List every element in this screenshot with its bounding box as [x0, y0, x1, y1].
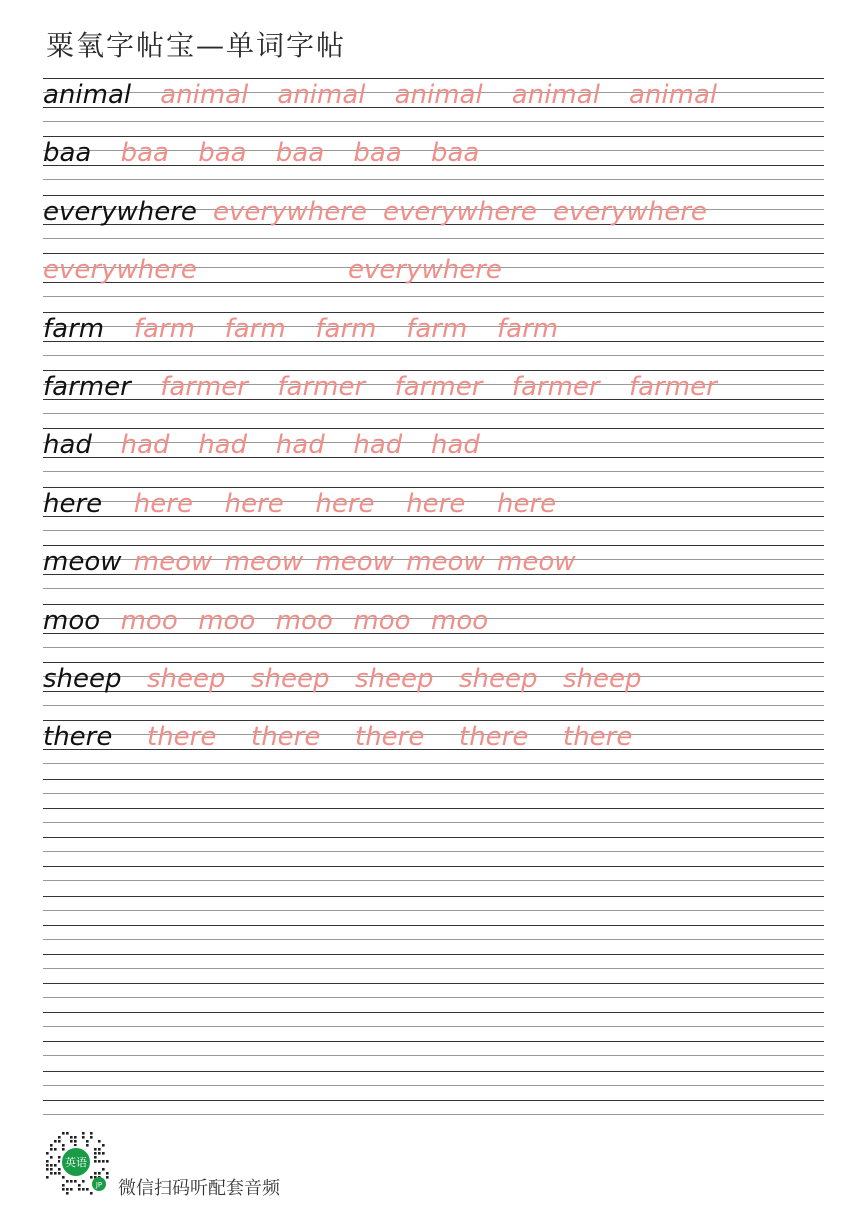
trace-word: here [133, 488, 193, 519]
rule-line [43, 195, 824, 196]
rule-line [43, 808, 824, 809]
trace-word: farm [315, 313, 377, 344]
trace-word: baa [431, 138, 480, 169]
audio-label: 微信扫码听配套音频 [118, 1178, 280, 1199]
rule-line [43, 78, 824, 79]
trace-word: had [198, 430, 248, 461]
rule-line [43, 530, 824, 531]
trace-word: everywhere [213, 196, 367, 227]
rule-line [43, 647, 824, 648]
writing-row [43, 195, 824, 239]
qr-corner-text: JP [95, 1181, 103, 1189]
rule-line [43, 1085, 824, 1086]
trace-word: there [147, 722, 217, 753]
trace-word: there [563, 722, 633, 753]
model-word: animal [43, 80, 132, 110]
trace-word: here [315, 488, 375, 519]
trace-word: sheep [355, 664, 434, 694]
trace-word: animal [160, 80, 249, 110]
writing-row [43, 837, 824, 881]
rule-line [43, 1071, 824, 1072]
trace-word: baa [353, 138, 402, 169]
model-word: here [43, 488, 103, 519]
trace-word: here [497, 488, 557, 519]
trace-word: everywhere [43, 255, 197, 286]
writing-row [43, 1071, 824, 1115]
writing-row [43, 78, 824, 122]
trace-word: there [251, 722, 321, 753]
writing-row [43, 662, 824, 706]
trace-word: animal [511, 80, 600, 110]
rule-line [43, 837, 824, 838]
rule-line [43, 312, 824, 313]
page-title: 粟氧字帖宝—单词字帖 [46, 29, 347, 62]
writing-row [43, 545, 824, 589]
rule-line [43, 763, 824, 764]
writing-row [43, 604, 824, 648]
rule-line [43, 1026, 824, 1027]
rule-line [43, 253, 824, 254]
rule-line [43, 296, 824, 297]
trace-word: farmer [394, 372, 483, 402]
trace-word: here [224, 488, 284, 519]
rule-line [43, 588, 824, 589]
trace-word: there [459, 722, 529, 753]
rule-line [43, 487, 824, 488]
trace-word: here [406, 488, 466, 519]
trace-word: animal [629, 80, 718, 110]
trace-word: meow [315, 547, 394, 578]
writing-row [43, 720, 824, 764]
writing-row [43, 136, 824, 180]
rule-line [43, 1041, 824, 1042]
model-word: farmer [43, 372, 131, 402]
rule-line [43, 720, 824, 721]
trace-word: there [355, 722, 425, 753]
qr-code-icon[interactable] [40, 1126, 112, 1198]
trace-word: sheep [147, 664, 226, 694]
rule-line [43, 793, 824, 794]
rule-line [43, 662, 824, 663]
rule-line [43, 355, 824, 356]
rule-line [43, 968, 824, 969]
trace-word: sheep [459, 664, 538, 694]
trace-word: baa [275, 138, 325, 169]
trace-word: baa [120, 138, 169, 169]
trace-word: animal [394, 80, 483, 110]
rule-line [43, 1114, 824, 1115]
rule-line [43, 136, 824, 137]
trace-word: farmer [629, 372, 717, 402]
model-word: there [43, 722, 113, 753]
writing-row [43, 312, 824, 356]
rule-line [43, 1012, 824, 1013]
model-word: meow [43, 547, 122, 578]
rule-line [43, 413, 824, 414]
model-word: baa [43, 138, 92, 169]
trace-word: farmer [277, 372, 366, 402]
rule-line [43, 121, 824, 122]
rule-line [43, 179, 824, 180]
trace-word: moo [275, 605, 333, 636]
trace-word: had [275, 430, 325, 461]
writing-row [43, 370, 824, 414]
writing-row [43, 487, 824, 531]
rule-line [43, 1100, 824, 1101]
rule-line [43, 604, 824, 605]
rule-line [43, 866, 824, 867]
rule-line [43, 983, 824, 984]
model-word: everywhere [43, 196, 197, 227]
rule-line [43, 471, 824, 472]
trace-word: sheep [251, 664, 330, 694]
trace-word: everywhere [553, 196, 707, 227]
writing-row [43, 1012, 824, 1056]
rule-line [43, 428, 824, 429]
trace-word: animal [277, 80, 366, 110]
rule-line [43, 954, 824, 955]
trace-word: sheep [563, 664, 642, 694]
trace-word: moo [120, 605, 178, 636]
trace-word: everywhere [348, 255, 502, 286]
rule-line [43, 1055, 824, 1056]
trace-word: farmer [160, 372, 248, 402]
qr-badge-text: 英语 [65, 1156, 87, 1169]
writing-row [43, 954, 824, 998]
model-word: had [43, 430, 92, 461]
trace-word: baa [198, 138, 247, 169]
rule-line [43, 896, 824, 897]
rule-line [43, 822, 824, 823]
trace-word: moo [431, 605, 489, 636]
trace-word: farmer [511, 372, 600, 402]
rule-line [43, 925, 824, 926]
rule-line [43, 705, 824, 706]
writing-row [43, 896, 824, 940]
trace-word: farm [406, 313, 468, 344]
rule-line [43, 545, 824, 546]
trace-word: farm [133, 313, 195, 344]
rule-line [43, 939, 824, 940]
trace-word: had [431, 430, 480, 461]
rule-line [43, 370, 824, 371]
rule-line [43, 851, 824, 852]
rule-line [43, 997, 824, 998]
trace-word: moo [198, 605, 256, 636]
model-word: farm [43, 313, 105, 344]
trace-word: meow [406, 547, 485, 578]
writing-row [43, 779, 824, 823]
writing-row [43, 253, 824, 297]
rule-line [43, 779, 824, 780]
model-word: sheep [43, 664, 122, 694]
rule-line [43, 238, 824, 239]
trace-word: had [353, 430, 403, 461]
trace-word: moo [353, 605, 411, 636]
trace-word: meow [497, 547, 576, 578]
rule-line [43, 910, 824, 911]
trace-word: farm [497, 313, 559, 344]
writing-row [43, 428, 824, 472]
trace-word: had [120, 430, 170, 461]
model-word: moo [43, 605, 101, 636]
trace-word: farm [224, 313, 286, 344]
trace-word: meow [133, 547, 213, 578]
rule-line [43, 880, 824, 881]
trace-word: everywhere [383, 196, 537, 227]
trace-word: meow [224, 547, 304, 578]
